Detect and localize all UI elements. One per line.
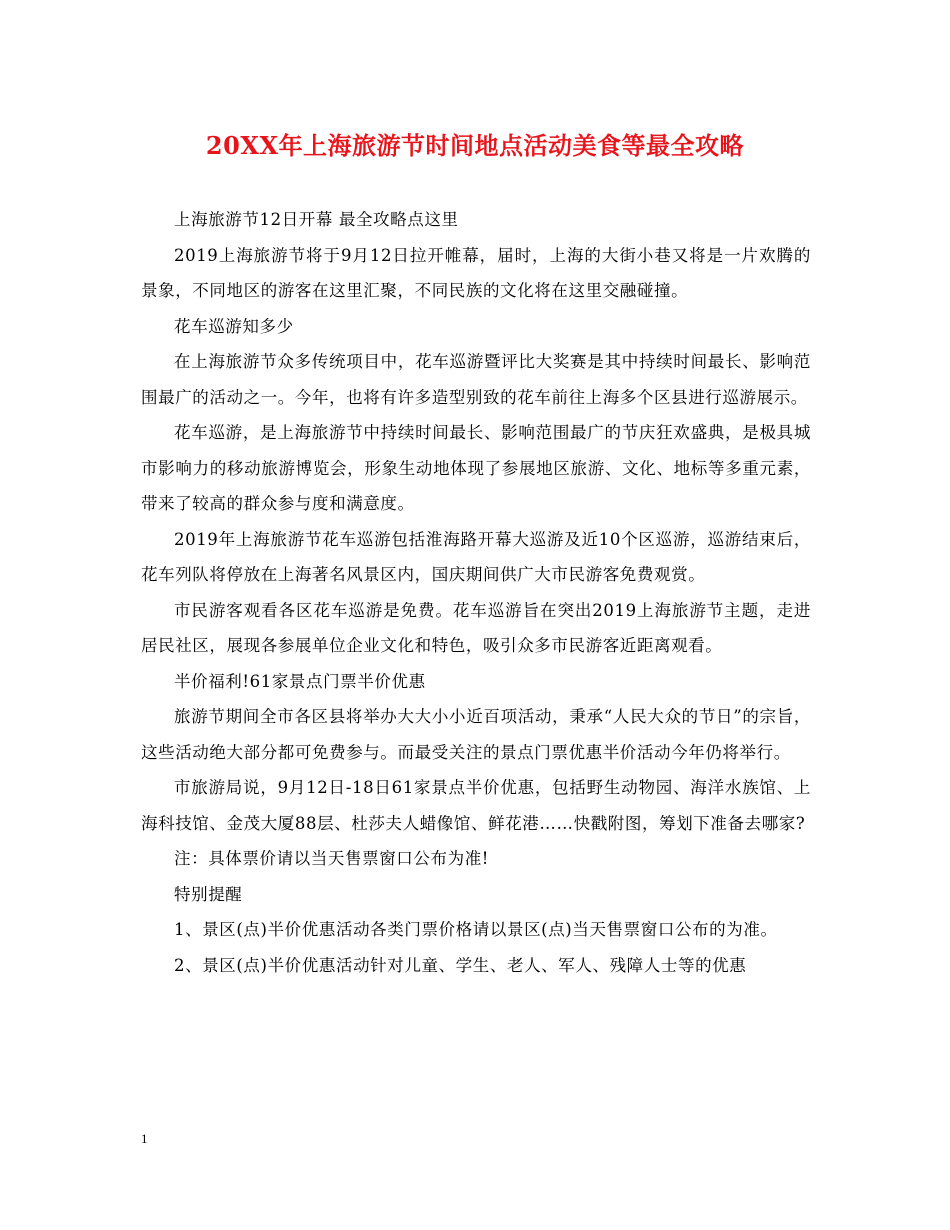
paragraph-reminder-2: 2、景区(点)半价优惠活动针对儿童、学生、老人、军人、残障人士等的优惠 xyxy=(174,955,747,975)
paragraph-note: 注：具体票价请以当天售票窗口公布为准! xyxy=(174,849,490,868)
paragraph-intro: 2019上海旅游节将于9月12日拉开帷幕，届时，上海的大街小巷又将是一片欢腾的景象，不同地区的游客在这里汇聚，不同民族的文化将在这里交融碰撞。 xyxy=(141,245,811,300)
paragraph-half-price-1: 旅游节期间全市各区县将举办大大小小近百项活动，秉承“人民大众的节日”的宗旨，这些活动绝大部分都可免费参与。而最受关注的景点门票优惠半价活动今年仍将举行。 xyxy=(141,707,811,762)
paragraph-float-parade-4: 市民游客观看各区花车巡游是免费。花车巡游旨在突出2019上海旅游节主题，走进居民社区，展现各参展单位企业文化和特色，吸引众多市民游客近距离观看。 xyxy=(141,600,811,655)
document-body xyxy=(141,202,811,983)
paragraph-float-parade-2: 花车巡游，是上海旅游节中持续时间最长、影响范围最广的节庆狂欢盛典，是极具城市影响力的移动旅游博览会，形象生动地体现了参展地区旅游、文化、地标等多重元素，带来了较高的群众参与度和满意度。 xyxy=(141,423,811,513)
page-number: 1 xyxy=(141,1131,148,1146)
paragraph-float-parade-3: 2019年上海旅游节花车巡游包括淮海路开幕大巡游及近10个区巡游，巡游结束后，花车列队将停放在上海著名风景区内，国庆期间供广大市民游客免费观赏。 xyxy=(141,529,811,584)
paragraph-float-parade-1: 在上海旅游节众多传统项目中，花车巡游暨评比大奖赛是其中持续时间最长、影响范围最广的活动之一。今年，也将有许多造型别致的花车前往上海多个区县进行巡游展示。 xyxy=(141,352,811,407)
section-heading-float-parade: 花车巡游知多少 xyxy=(174,316,294,336)
section-heading-reminder: 特别提醒 xyxy=(174,884,243,904)
paragraph-subtitle: 上海旅游节12日开幕 最全攻略点这里 xyxy=(174,210,459,229)
section-heading-half-price: 半价福利!61家景点门票半价优惠 xyxy=(174,671,426,691)
paragraph-reminder-1: 1、景区(点)半价优惠活动各类门票价格请以景区(点)当天售票窗口公布的为准。 xyxy=(174,920,778,939)
document-title: 20XX年上海旅游节时间地点活动美食等最全攻略 xyxy=(205,131,745,160)
paragraph-half-price-2: 市旅游局说，9月12日-18日61家景点半价优惠，包括野生动物园、海洋水族馆、上海科技馆、金茂大厦88层、杜莎夫人蜡像馆、鲜花港……快戳附图，筹划下准备去哪家? xyxy=(141,778,811,833)
